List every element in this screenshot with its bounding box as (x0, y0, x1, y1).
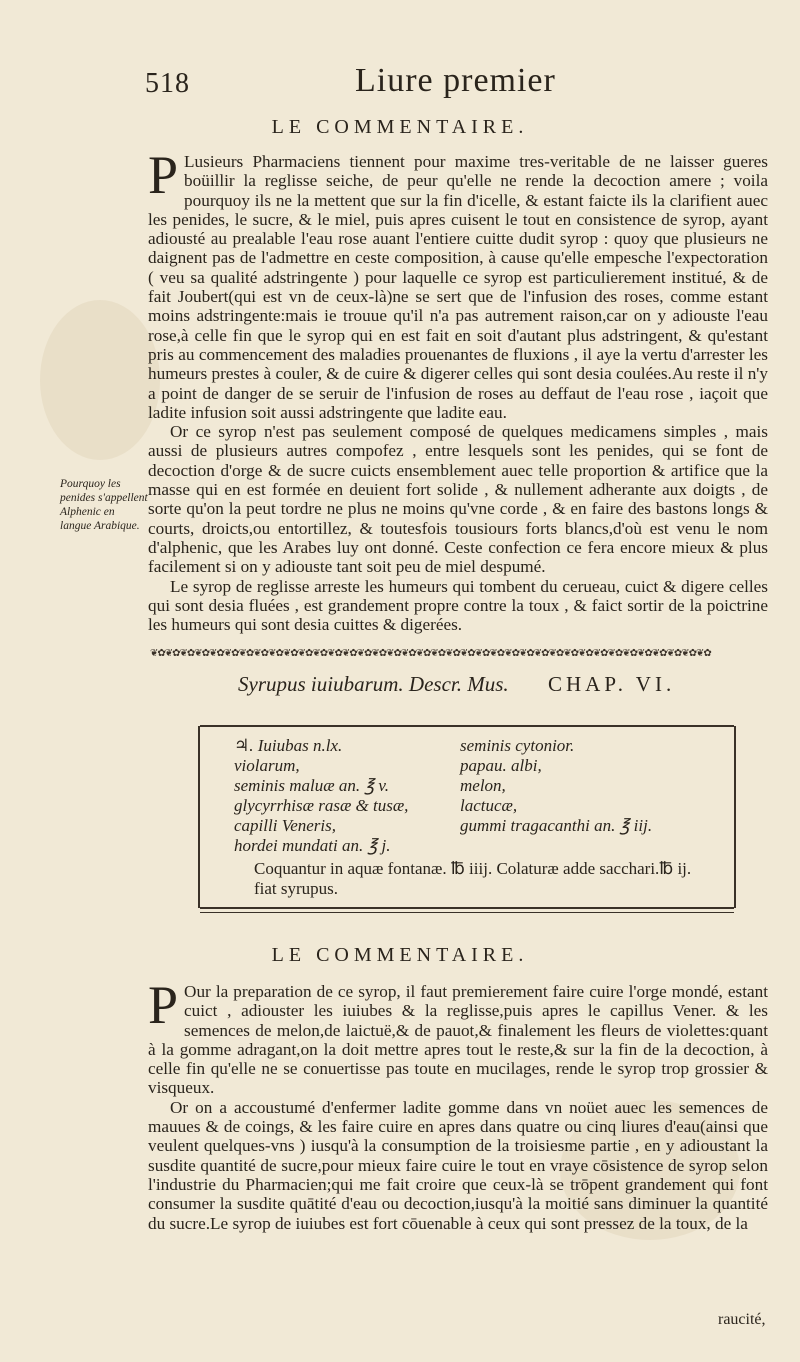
page-number: 518 (145, 68, 190, 99)
ingredient: gummi tragacanthi an. ℥ iij. (460, 816, 653, 835)
commentary-1 (148, 145, 768, 635)
ingredient: lactucæ, (460, 796, 518, 815)
recipe-box (198, 726, 736, 908)
ingredient: capilli Veneris, (234, 816, 336, 835)
chapter-title: Syrupus iuiubarum. Descr. Mus. (238, 672, 509, 696)
instruction-line: Coquantur in aquæ fontanæ. ℔ iiij. Colaturæ adde sacchari.℔ ij. (254, 859, 692, 878)
paragraph: Our la preparation de ce syrop, il faut premierement faire cuire l'orge mondé, estant cuict , adiouster les iuiubes & la reglisse,puis apres le capillus Vener. & les semences de melon,de laictuë,& de pauot,& finalement les fleurs de violettes:quant à la gomme adragant,on la doit mettre apres tout le reste,& sur la fin de la decoction, à celle fin qu'elle ne se conuertisse pas toute en mucilages, rende le syrop trop grossier & visqueux. (148, 982, 768, 1098)
chapter-number: CHAP. VI. (548, 672, 676, 696)
divider (200, 907, 734, 909)
recipe-ingredients-left (234, 736, 408, 856)
section-title-commentaire-1: LE COMMENTAIRE. (271, 116, 529, 138)
marginal-note: Pourquoy les penides s'appellent Alphenic en langue Arabique. (60, 478, 148, 532)
ingredient: ♃. Iuiubas n.lx. (234, 736, 343, 755)
chapter-heading (238, 672, 758, 700)
ingredient: melon, (460, 776, 506, 795)
commentary-2 (148, 975, 768, 1233)
ingredient: seminis maluæ an. ℥ v. (234, 776, 389, 795)
ingredient: glycyrrhisæ rasæ & tusæ, (234, 796, 409, 815)
paragraph: Or ce syrop n'est pas seulement composé de quelques medicamens simples , mais aussi de plusieurs autres compofez , entre lesquels sont les penides, qui se font de decoction d'orge & de sucre cuicts ensemblement auec telle proportion & artifice que la masse qui en est formée en deuient fort solide , & nullement adherante aux doigts , de sorte qu'on la peut tordre ne plus ne moins qu'vne corde , & en faire des bastons longs & courts, droicts,ou entortillez, & toutesfois tousiours forts blancs,d'où est venu le nom d'alphenic, que les Arabes luy ont donné. Ceste confection ce fera encore mieux & plus facilement si on y adiouste tant soit peu de miel despumé. (148, 422, 768, 577)
drop-cap: P (148, 975, 179, 1035)
paragraph: Lusieurs Pharmaciens tiennent pour maxime tres-veritable de ne laisser gueres boüillir la reglisse seiche, de peur qu'elle ne rende la decoction amere ; voila pourquoy ils ne la mettent que sur la fin d'icelle, & estant faicte ils la clarifient auec les penides, le sucre, & le miel, puis apres cuisent le tout en consistence de syrop, ayant adiousté au prealable l'eau rose auant l'entiere cuitte dudit syrop : quoy que plusieurs ne daignent pas de l'admettre en ceste composition, à cause qu'elle empesche l'expectoration ( veu sa qualité adstringente ) pour laquelle ce syrop est particulierement institué, & de fait Joubert(qui est vn de ceux-là)ne se sert que de l'infusion des roses, comme estant moins adstringente:mais ie trouue qu'il n'a pas autrement raison,car on y adiouste l'eau rose,à celle fin que le syrop qui en est fait en soit d'autant plus adstringent, & qu'estant pris au commencement des maladies prouenantes de fluxions , il aye la vertu d'arrester les humeurs prestes à couler, & de cuire & digerer celles qui sont desia coulées.Au reste il n'y a point de danger de se seruir de l'infusion de roses au deffaut de l'eau rose , iaçoit que ladite infusion soit aussi adstringente que ladite eau. (148, 152, 768, 422)
instruction-line: fiat syrupus. (254, 879, 339, 898)
ingredient: hordei mundati an. ℥ j. (234, 836, 391, 855)
drop-cap: P (148, 145, 179, 205)
paragraph: Le syrop de reglisse arreste les humeurs qui tombent du cerueau, cuict & digere celles qui sont desia fluées , est grandement propre contre la toux , & faict sortir de la poictrine les humeurs qui sont desia cuittes & digerées. (148, 576, 768, 635)
recipe-instructions (254, 859, 691, 899)
divider (200, 912, 734, 913)
divider (200, 725, 734, 727)
section-title-commentaire-2: LE COMMENTAIRE. (271, 944, 529, 966)
recipe-ingredients-right (460, 736, 652, 836)
running-title: Liure premier (355, 62, 556, 99)
ingredient: seminis cytonior. (460, 736, 575, 755)
page-header (145, 62, 745, 106)
catchword: raucité, (718, 1311, 766, 1328)
ingredient: violarum, (234, 756, 300, 775)
ornamental-rule: ❦✿❦✿❦✿❦✿❦✿❦✿❦✿❦✿❦✿❦✿❦✿❦✿❦✿❦✿❦✿❦✿❦✿❦✿❦✿❦✿❦✿❦✿❦✿❦✿❦✿❦✿❦✿❦✿❦✿❦✿❦✿❦✿❦✿❦✿❦✿❦✿❦✿❦✿ (150, 648, 711, 659)
paragraph: Or on a accoustumé d'enfermer ladite gomme dans vn noüet auec les semences de mauues & de coings, & les faire cuire en apres dans quatre ou cinq liures d'eau(ainsi que veulent quelques-vns ) iusqu'à la consumption de la troisiesme partie , en y adioustant la susdite quantité de sucre,pour mieux faire cuire le tout en vraye cōsistence de syrop selon l'industrie du Pharmacien;qui me fait croire que ceux-là se trōpent grandement qui font consumer la susdite quātité d'eau ou decoction,iusqu'à la moitié sans diminuer la quantité du sucre.Le syrop de iuiubes est fort cōuenable à ceux qui sont pressez de la toux, de la (148, 1097, 768, 1233)
ingredient: papau. albi, (460, 756, 542, 775)
paper-stain (40, 300, 160, 460)
